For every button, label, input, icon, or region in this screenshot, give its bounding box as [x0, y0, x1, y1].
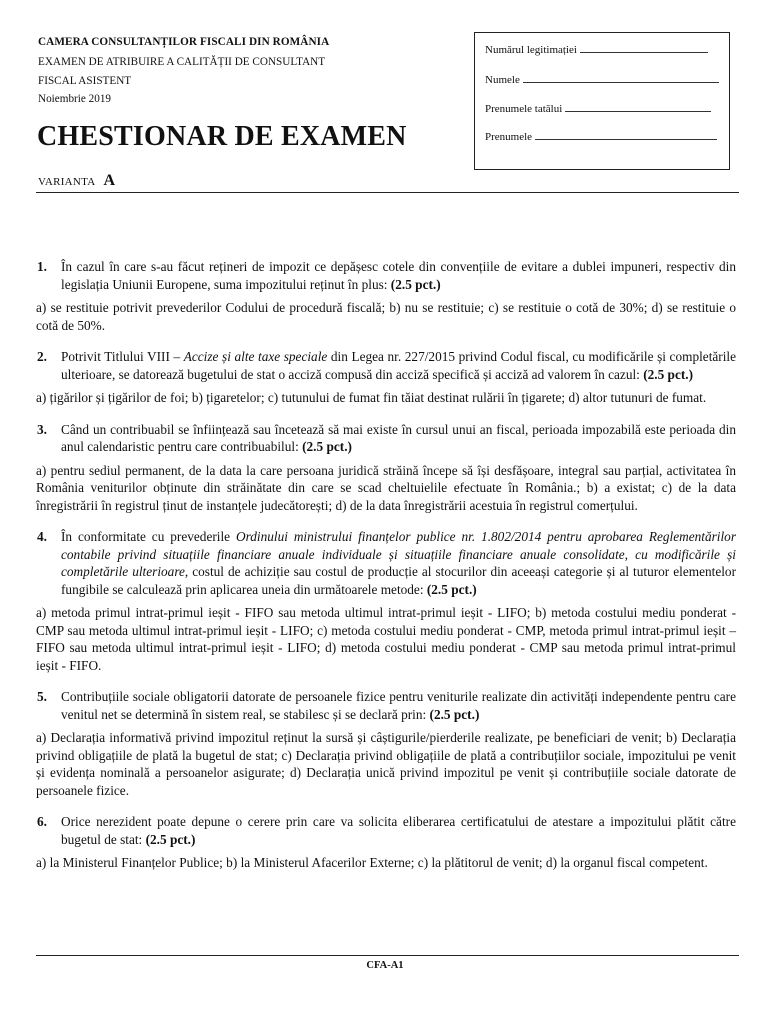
question-1-options: a) se restituie potrivit prevederilor Codului de procedură fiscală; b) nu se restituie; c) se restituie o cotă de 30%; d) se restituie o cotă de 50%. [36, 300, 736, 333]
question-2-options: a) țigărilor și țigărilor de foi; b) țigaretelor; c) tutunului de fumat fin tăiat destinat rulării în țigarete; d) altor tutunuri de fumat. [36, 390, 707, 405]
page-code: CFA-A1 [366, 960, 404, 971]
page-title: CHESTIONAR DE EXAMEN [37, 121, 407, 152]
question-4-text-start: În conformitate cu prevederile [61, 529, 236, 544]
question-6-number: 6. [37, 814, 47, 829]
father-first-name-field[interactable] [485, 102, 711, 115]
question-2-text-end: din Legea nr. 227/2015 privind Codul fiscal, cu modificările și completările ulterioare, se datorează bugetului de stat o acciză compusă din acciză specifică și acciză ad valorem în cazul: [61, 349, 737, 382]
question-4-stem [36, 528, 736, 598]
question-3 [36, 421, 736, 515]
question-2-law-title: Accize și alte taxe speciale [183, 349, 328, 364]
legitimation-number-field[interactable] [485, 43, 708, 56]
question-5-points: (2.5 pct.) [429, 706, 480, 722]
question-6-text: Orice nerezident poate depune o cerere prin care va solicita eliberarea certificatului de atestare a impozitului plătit către bugetul de stat: [61, 814, 736, 847]
question-4-text-end: , costul de achiziție sau costul de producție al stocurilor din aceeași categorie și al tuturor elementelor fungibile se calculează prin aplicarea uneia din următoarele metode: [61, 564, 736, 597]
question-3-number: 3. [37, 421, 47, 437]
question-1-number: 1. [37, 259, 47, 274]
question-2 [36, 348, 736, 407]
exam-name-line1: EXAMEN DE ATRIBUIRE A CALITĂȚII DE CONSULTANT [38, 56, 326, 68]
question-3-text: Când un contribuabil se înființează sau încetează să mai existe în cursul unui an fiscal, perioada impozabilă este perioada din anul calendaristic pentru care contribuabilul: [61, 421, 736, 454]
question-4-number: 4. [37, 529, 47, 544]
exam-date: Noiembrie 2019 [38, 93, 112, 105]
candidate-id-box [474, 32, 730, 170]
question-1-stem [36, 258, 736, 293]
question-5 [36, 688, 736, 799]
question-5-number: 5. [37, 689, 47, 704]
question-2-number: 2. [37, 349, 47, 364]
question-4-order-title: Ordinului ministrului finanțelor publice nr. 1.802/2014 pentru aprobarea Reglementărilor contabile privind situațiile financiare anuale individuale și situațiile financiare anuale consolidate, cu modificările și completările ulterioare [61, 529, 736, 579]
first-name-label: Prenumele [485, 131, 533, 143]
question-1-points: (2.5 pct.) [390, 276, 441, 292]
question-3-points: (2.5 pct.) [302, 439, 352, 454]
organization-name: CAMERA CONSULTANȚILOR FISCALI DIN ROMÂNIA [38, 36, 330, 48]
question-5-stem [36, 688, 736, 723]
first-name-blank[interactable] [535, 130, 717, 140]
first-name-field[interactable] [485, 130, 717, 143]
question-5-options: a) Declarația informativă privind impozitul reținut la sursă și câștigurile/pierderile realizate, pe beneficiari de venit; b) Declarația privind obligațiile de plată la bugetul de stat; c) Declarația privind obligațiile de plată a contribuțiilor sociale, impozitului pe venit și evidența nominală a persoanelor asigurate; d) Declarația unică privind impozitul pe venit și contribuțiile sociale datorate de persoanele fizice. [36, 730, 736, 798]
question-2-stem [36, 348, 736, 383]
exam-name-line2: FISCAL ASISTENT [38, 75, 132, 87]
last-name-blank[interactable] [523, 73, 719, 83]
question-4-points: (2.5 pct.) [426, 581, 477, 597]
question-3-stem [36, 421, 736, 456]
last-name-label: Numele [485, 74, 520, 86]
question-3-options: a) pentru sediul permanent, de la data la care persoana juridică străină începe să își desfășoare, integral sau parțial, activitatea în România veniturilor obținute din străinătate din care se scad cheltuielile efectuate în România.; b) a existat; c) de la data înregistrării în registrul ținut de instanțele judecătorești; d) de la data înregistrării acestuia în registrul comerțului. [36, 462, 736, 513]
variant-letter: A [103, 172, 116, 189]
footer-divider [36, 955, 739, 956]
question-4 [36, 528, 736, 674]
question-5-text: Contribuțiile sociale obligatorii datorate de persoanele fizice pentru veniturile realizate din activități independente pentru care venitul net se determină în sistem real, se stabilesc și se declară prin: [61, 689, 736, 722]
question-1-text: În cazul în care s-au făcut rețineri de impozit ce depășesc cotele din convențiile de evitare a dublei impuneri, respectiv din legislația Uniunii Europene, suma impozitului reținut în plus: [61, 259, 736, 292]
father-first-name-blank[interactable] [565, 102, 711, 112]
question-6-stem [36, 813, 736, 848]
legitimation-number-label: Numărul legitimației [485, 44, 577, 56]
question-list [36, 258, 736, 886]
question-4-options: a) metoda primul intrat-primul ieșit - FIFO sau metoda ultimul intrat-primul ieșit - LIFO; b) metoda costului mediu ponderat - CMP sau metoda ultimul intrat-primul ieșit - LIFO; c) metoda costului mediu ponderat - CMP, metoda primul intrat-primul ieșit – FIFO sau metoda ultimul intrat-primul ieșit - LIFO; d) metoda costului mediu ponderat - CMP sau metoda primul intrat-primul ieșit - FIFO. [36, 605, 736, 673]
father-first-name-label: Prenumele tatălui [485, 103, 563, 115]
legitimation-number-blank[interactable] [580, 43, 708, 53]
question-6-points: (2.5 pct.) [145, 831, 196, 847]
question-2-points: (2.5 pct.) [643, 366, 694, 382]
question-6-options: a) la Ministerul Finanțelor Publice; b) la Ministerul Afacerilor Externe; c) la plătitorul de venit; d) la organul fiscal competent. [36, 855, 708, 870]
question-6 [36, 813, 736, 872]
header-divider [36, 192, 739, 193]
variant [38, 172, 115, 190]
last-name-field[interactable] [485, 73, 719, 86]
question-2-text-start: Potrivit Titlului VIII – [61, 349, 184, 364]
question-1 [36, 258, 736, 334]
exam-header [38, 36, 458, 105]
variant-label: VARIANTA [38, 176, 96, 188]
